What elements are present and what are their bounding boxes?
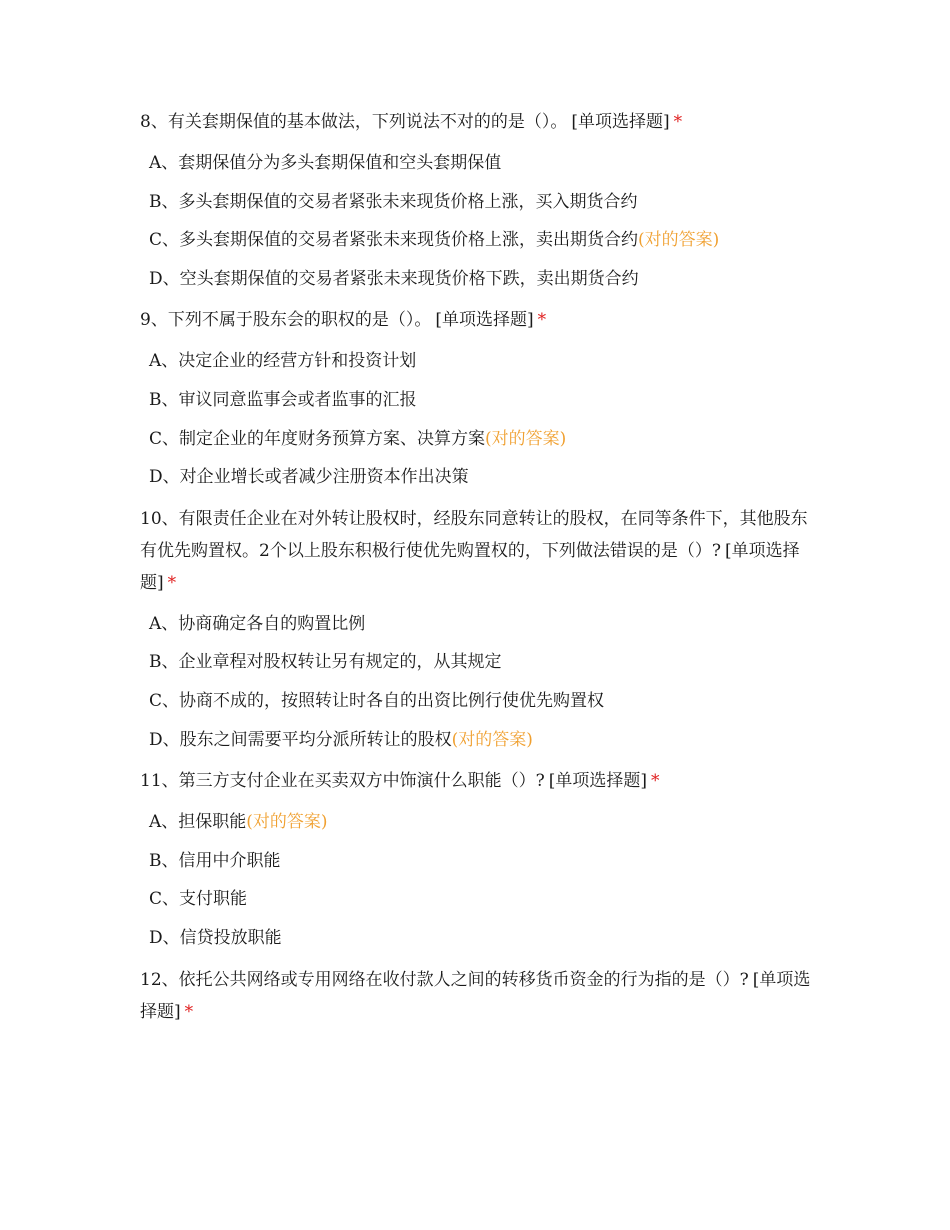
option-list: [140, 144, 820, 298]
question-text: 11、第三方支付企业在买卖双方中饰演什么职能（）?: [140, 771, 545, 792]
correct-answer-mark: (对的答案): [638, 230, 720, 251]
option-list: [140, 605, 820, 759]
required-star: *: [184, 1001, 194, 1022]
correct-answer-mark: (对的答案): [246, 812, 328, 833]
question-12: [140, 964, 820, 1028]
question-type: [单项选择题]: [571, 112, 670, 132]
question-9: [140, 304, 820, 496]
option-a: A、套期保值分为多头套期保值和空头套期保值: [149, 153, 502, 173]
option-d: D、股东之间需要平均分派所转让的股权(对的答案): [149, 729, 533, 750]
option-d: D、对企业增长或者减少注册资本作出决策: [149, 467, 469, 488]
option-b: B、多头套期保值的交易者紧张未来现货价格上涨，买入期货合约: [149, 191, 638, 212]
option-d: D、空头套期保值的交易者紧张未来现货价格下跌，卖出期货合约: [149, 268, 639, 289]
question-title: [140, 964, 820, 1028]
question-type: [单项选择题]: [140, 969, 811, 1022]
question-title: [140, 503, 820, 599]
question-text: 10、有限责任企业在对外转让股权时，经股东同意转让的股权，在同等条件下，其他股东有优先购置权。2个以上股东积极行使优先购置权的，下列做法错误的是（）?: [140, 508, 808, 561]
option-c: C、协商不成的，按照转让时各自的出资比例行使优先购置权: [149, 690, 605, 711]
option-list: [140, 342, 820, 496]
question-text: 8、有关套期保值的基本做法，下列说法不对的的是（）。: [140, 112, 568, 132]
question-text: 9、下列不属于股东会的职权的是（）。: [140, 310, 432, 331]
option-a: A、决定企业的经营方针和投资计划: [149, 351, 417, 372]
option-list: [140, 803, 820, 957]
option-b: B、信用中介职能: [149, 850, 281, 871]
document-page: [140, 106, 820, 1034]
question-title: [140, 765, 820, 797]
option-b: B、审议同意监事会或者监事的汇报: [149, 389, 417, 410]
question-8: [140, 106, 820, 298]
question-text: 12、依托公共网络或专用网络在收付款人之间的转移货币资金的行为指的是（）?: [140, 969, 749, 990]
question-title: [140, 106, 820, 138]
correct-answer-mark: (对的答案): [485, 428, 567, 449]
option-c: C、多头套期保值的交易者紧张未来现货价格上涨，卖出期货合约(对的答案): [149, 230, 720, 251]
option-b: B、企业章程对股权转让另有规定的，从其规定: [149, 652, 502, 673]
required-star: *: [167, 572, 177, 593]
correct-answer-mark: (对的答案): [451, 729, 533, 750]
question-type: [单项选择题]: [548, 771, 648, 792]
question-type: [单项选择题]: [140, 540, 800, 593]
option-a: A、担保职能(对的答案): [149, 812, 328, 833]
question-title: [140, 304, 820, 336]
question-10: [140, 503, 820, 759]
question-11: [140, 765, 820, 957]
question-type: [单项选择题]: [435, 310, 534, 331]
required-star: *: [651, 771, 660, 792]
option-a: A、协商确定各自的购置比例: [149, 613, 366, 634]
option-c: C、制定企业的年度财务预算方案、决算方案(对的答案): [149, 428, 567, 449]
required-star: *: [537, 310, 547, 331]
option-c: C、支付职能: [149, 889, 248, 910]
required-star: *: [673, 112, 683, 132]
option-d: D、信贷投放职能: [149, 927, 282, 948]
